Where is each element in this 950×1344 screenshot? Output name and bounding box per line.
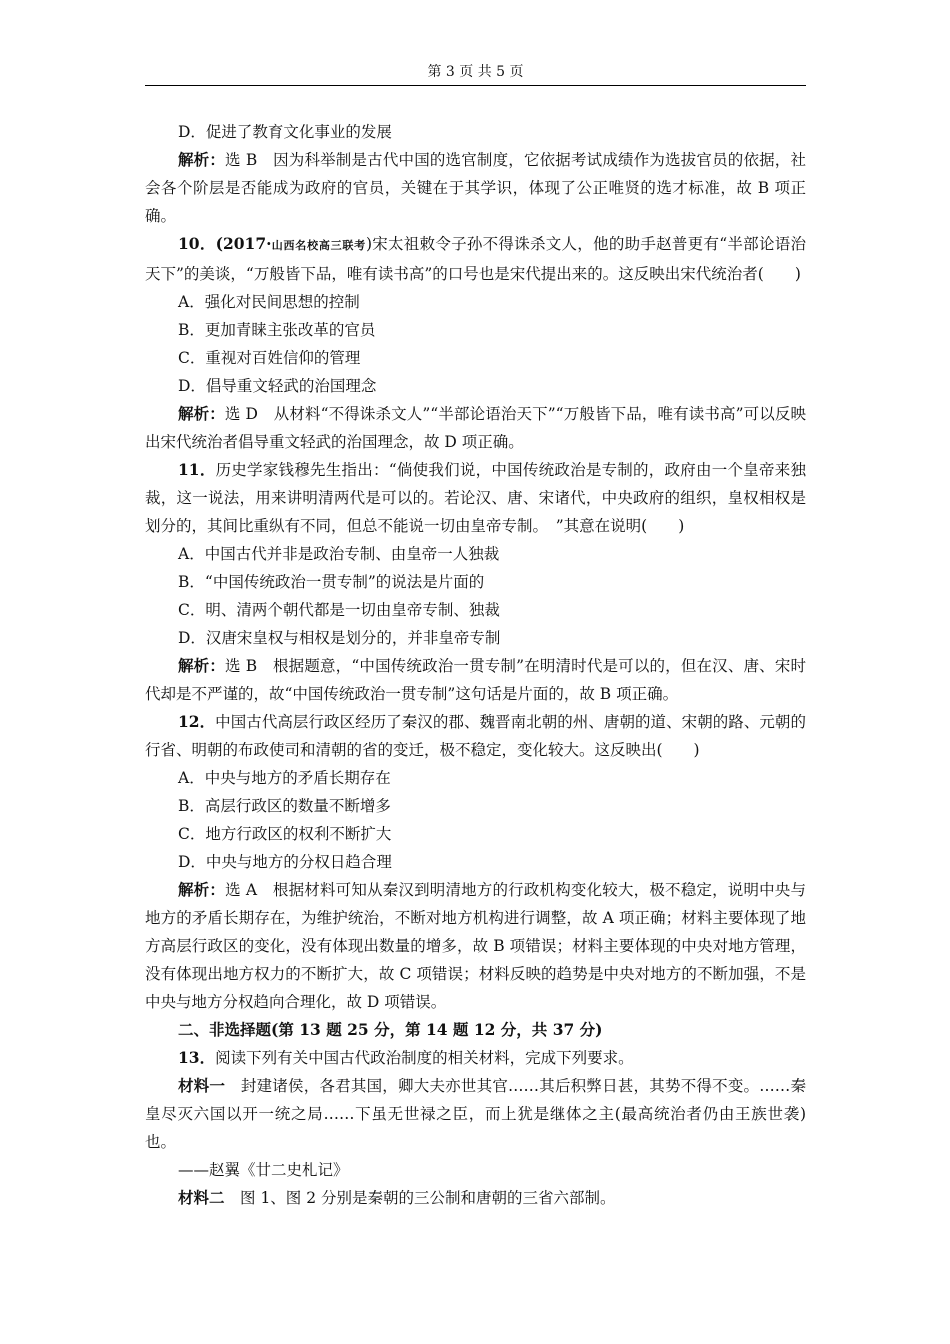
q9-analysis [145, 146, 806, 230]
analysis-text: 选 D 从材料“不得诛杀文人”“半部论语治天下”“万般皆下品，唯有读书高”可以反映出宋代统治者倡导重文轻武的治国理念，故 D 项正确。 [145, 405, 806, 451]
q10-option-b: B．更加青睐主张改革的官员 [178, 321, 376, 339]
material-1-source: ——赵翼《廿二史札记》 [178, 1161, 349, 1179]
analysis-text: 选 B 根据题意，“中国传统政治一贯专制”在明清时代是可以的，但在汉、唐、宋时代却是不严谨的，故“中国传统政治一贯专制”这句话是片面的，故 B 项正确。 [145, 657, 806, 703]
q10-option-c: C．重视对百姓信仰的管理 [178, 349, 361, 367]
material-text: 图 1、图 2 分别是秦朝的三公制和唐朝的三省六部制。 [224, 1189, 616, 1207]
question-source-open: (2017· [215, 234, 272, 253]
q12-option-a: A．中央与地方的矛盾长期存在 [178, 769, 391, 787]
material-text: 封建诸侯，各君其国，卿大夫亦世其官……其后积弊日甚，其势不得不变。……秦皇尽灭六国以开一统之局……下虽无世禄之臣，而上犹是继体之主(最高统治者仍由王族世袭)也。 [145, 1077, 806, 1151]
q11-analysis [145, 652, 806, 708]
material-label: 材料一 [178, 1076, 226, 1095]
question-12 [145, 708, 806, 764]
q12-option-b: B．高层行政区的数量不断增多 [178, 797, 391, 815]
question-stem: 历史学家钱穆先生指出：“倘使我们说，中国传统政治是专制的，政府由一个皇帝来独裁，这一说法，用来讲明清两代是可以的。若论汉、唐、宋诸代，中央政府的组织，皇权相权是划分的，其间比重纵有不同，但总不能说一切由皇帝专制。 ”其意在说明( ) [145, 461, 806, 535]
q9-option-d: D．促进了教育文化事业的发展 [178, 123, 392, 141]
question-13 [145, 1044, 806, 1072]
page-header [145, 62, 806, 82]
material-label: 材料二 [178, 1188, 225, 1207]
question-stem: 阅读下列有关中国古代政治制度的相关材料，完成下列要求。 [215, 1049, 634, 1067]
document-body [145, 118, 806, 1212]
question-stem: 中国古代高层行政区经历了秦汉的郡、魏晋南北朝的州、唐朝的道、宋朝的路、元朝的行省、明朝的布政使司和清朝的省的变迁，极不稳定，变化较大。这反映出( ) [145, 713, 806, 759]
q11-option-c: C．明、清两个朝代都是一切由皇帝专制、独裁 [178, 601, 500, 619]
analysis-label: 解析： [178, 880, 226, 899]
question-11 [145, 456, 806, 540]
question-number: 13． [178, 1048, 216, 1067]
analysis-label: 解析： [178, 150, 226, 169]
question-stem: )宋太祖敕令子孙不得诛杀文人，他的助手赵普更有“半部论语治天下”的美谈，“万般皆下品，唯有读书高”的口号也是宋代提出来的。这反映出宋代统治者( ) [145, 235, 806, 283]
page-number: 第 3 页 共 5 页 [427, 64, 524, 80]
question-10 [145, 230, 806, 288]
q11-option-a: A．中国古代并非是政治专制、由皇帝一人独裁 [178, 545, 500, 563]
section-title [145, 1016, 806, 1044]
analysis-label: 解析： [178, 656, 225, 675]
q11-option-d: D．汉唐宋皇权与相权是划分的，并非皇帝专制 [178, 629, 501, 647]
analysis-text: 选 B 因为科举制是古代中国的选官制度，它依据考试成绩作为选拔官员的依据，社会各个阶层是否能成为政府的官员，关键在于其学识，体现了公正唯贤的选才标准，故 B 项正确。 [145, 151, 806, 225]
analysis-label: 解析： [178, 404, 225, 423]
header-rule [145, 85, 806, 86]
q10-analysis [145, 400, 806, 456]
question-source: 山西名校高三联考 [271, 239, 366, 252]
q12-option-c: C．地方行政区的权利不断扩大 [178, 825, 392, 843]
q12-analysis [145, 876, 806, 1016]
section-detail: (第 13 题 25 分，第 14 题 12 分，共 37 分) [271, 1020, 603, 1039]
question-number: 10． [178, 234, 216, 253]
material-1 [145, 1072, 806, 1156]
section-name: 二、非选择题 [178, 1020, 272, 1039]
q10-option-d: D．倡导重文轻武的治国理念 [178, 377, 377, 395]
question-number: 11． [178, 460, 216, 479]
material-2 [145, 1184, 806, 1212]
q10-option-a: A．强化对民间思想的控制 [178, 293, 360, 311]
q11-option-b: B．“中国传统政治一贯专制”的说法是片面的 [178, 573, 485, 591]
analysis-text: 选 A 根据材料可知从秦汉到明清地方的行政机构变化较大，极不稳定，说明中央与地方的矛盾长期存在，为维护统治，不断对地方机构进行调整，故 A 项正确；材料主要体现了地方高层行政区的变化，没有体现出数量的增多，故 B 项错误；材料主要体现的中央对地方管理，没有体现出地方权力的不断扩大，故 C 项错误；材料反映的趋势是中央对地方的不断加强，不是中央与地方分权趋向合理化，故 D 项错误。 [145, 881, 806, 1011]
q12-option-d: D．中央与地方的分权日趋合理 [178, 853, 392, 871]
question-number: 12． [178, 712, 216, 731]
